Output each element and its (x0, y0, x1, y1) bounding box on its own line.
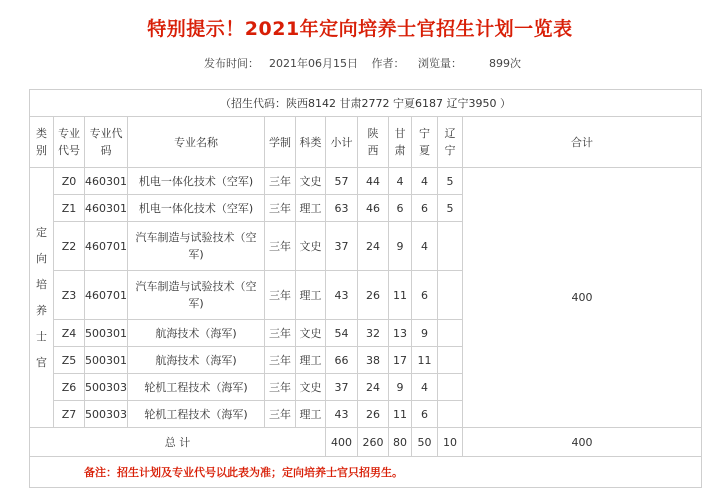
cell-code: 500301 (85, 320, 128, 347)
cell-shaanxi: 38 (358, 347, 389, 374)
cell-duration: 三年 (265, 222, 296, 271)
cell-ningxia: 6 (412, 271, 438, 320)
cell-subject: 理工 (296, 271, 326, 320)
cell-shaanxi: 44 (358, 168, 389, 195)
cell-subject: 文史 (296, 320, 326, 347)
cell-duration: 三年 (265, 168, 296, 195)
cell-code: 460301 (85, 168, 128, 195)
cell-subtotal: 37 (326, 222, 358, 271)
published-label: 发布时间： (204, 57, 259, 70)
enrollment-codes: （招生代码：陕西8142 甘肃2772 宁夏6187 辽宁3950 ） (30, 90, 702, 117)
table-note: 备注：招生计划及专业代号以此表为准；定向培养士官只招男生。 (30, 457, 702, 488)
cell-gansu: 11 (389, 271, 412, 320)
header-major-code: 专业代码 (85, 117, 128, 168)
cell-duration: 三年 (265, 271, 296, 320)
cell-code: 500301 (85, 347, 128, 374)
cell-liaoning (438, 401, 463, 428)
cell-liaoning: 5 (438, 168, 463, 195)
cell-subject: 理工 (296, 195, 326, 222)
cell-duration: 三年 (265, 347, 296, 374)
cell-no: Z4 (54, 320, 85, 347)
total-grand: 400 (463, 428, 702, 457)
published-date: 2021年06月15日 (269, 57, 358, 70)
cell-shaanxi: 26 (358, 401, 389, 428)
cell-subtotal: 66 (326, 347, 358, 374)
cell-ningxia: 11 (412, 347, 438, 374)
cell-liaoning (438, 271, 463, 320)
cell-gansu: 17 (389, 347, 412, 374)
header-total: 合计 (463, 117, 702, 168)
total-subtotal: 400 (326, 428, 358, 457)
cell-gansu: 9 (389, 374, 412, 401)
cell-no: Z1 (54, 195, 85, 222)
cell-duration: 三年 (265, 374, 296, 401)
cell-gansu: 13 (389, 320, 412, 347)
enrollment-codes-row (30, 90, 702, 117)
cell-ningxia: 6 (412, 195, 438, 222)
cell-duration: 三年 (265, 401, 296, 428)
cell-shaanxi: 46 (358, 195, 389, 222)
cell-liaoning (438, 222, 463, 271)
total-row (30, 428, 702, 457)
header-major-name: 专业名称 (128, 117, 265, 168)
cell-code: 460701 (85, 271, 128, 320)
cell-no: Z2 (54, 222, 85, 271)
cell-major-name: 机电一体化技术（空军) (128, 168, 265, 195)
views-count: 899次 (489, 57, 521, 70)
header-category: 类别 (30, 117, 54, 168)
grand-total-cell: 400 (463, 168, 702, 428)
cell-major-name: 机电一体化技术（空军) (128, 195, 265, 222)
cell-code: 500303 (85, 401, 128, 428)
header-duration: 学制 (265, 117, 296, 168)
note-row (30, 457, 702, 488)
cell-gansu: 9 (389, 222, 412, 271)
header-gansu: 甘肃 (389, 117, 412, 168)
cell-major-name: 轮机工程技术（海军) (128, 401, 265, 428)
total-gansu: 80 (389, 428, 412, 457)
table-row (30, 168, 702, 195)
total-liaoning: 10 (438, 428, 463, 457)
total-label: 总 计 (30, 428, 326, 457)
table-header-row (30, 117, 702, 168)
cell-ningxia: 4 (412, 374, 438, 401)
cell-code: 460301 (85, 195, 128, 222)
category-cell: 定向培养士官 (30, 168, 54, 428)
cell-no: Z6 (54, 374, 85, 401)
cell-liaoning (438, 347, 463, 374)
header-liaoning: 辽宁 (438, 117, 463, 168)
cell-subject: 文史 (296, 222, 326, 271)
cell-ningxia: 4 (412, 222, 438, 271)
header-major-code-no: 专业代号 (54, 117, 85, 168)
cell-liaoning (438, 374, 463, 401)
header-subtotal: 小计 (326, 117, 358, 168)
cell-code: 460701 (85, 222, 128, 271)
cell-gansu: 6 (389, 195, 412, 222)
article-title: 特别提示！2021年定向培养士官招生计划一览表 (147, 18, 573, 40)
header-shaanxi: 陕西 (358, 117, 389, 168)
cell-major-name: 汽车制造与试验技术（空军) (128, 222, 265, 271)
cell-shaanxi: 24 (358, 374, 389, 401)
cell-subtotal: 43 (326, 271, 358, 320)
views-label: 浏览量： (418, 57, 462, 70)
cell-no: Z7 (54, 401, 85, 428)
cell-shaanxi: 24 (358, 222, 389, 271)
cell-major-name: 航海技术（海军) (128, 320, 265, 347)
cell-no: Z5 (54, 347, 85, 374)
cell-subtotal: 37 (326, 374, 358, 401)
header-subject: 科类 (296, 117, 326, 168)
cell-code: 500303 (85, 374, 128, 401)
header-ningxia: 宁夏 (412, 117, 438, 168)
author-label: 作者： (371, 57, 405, 70)
cell-duration: 三年 (265, 320, 296, 347)
cell-gansu: 4 (389, 168, 412, 195)
cell-gansu: 11 (389, 401, 412, 428)
article-meta (0, 55, 720, 71)
cell-liaoning (438, 320, 463, 347)
cell-shaanxi: 26 (358, 271, 389, 320)
cell-subtotal: 63 (326, 195, 358, 222)
cell-duration: 三年 (265, 195, 296, 222)
cell-major-name: 轮机工程技术（海军) (128, 374, 265, 401)
cell-no: Z3 (54, 271, 85, 320)
cell-subtotal: 43 (326, 401, 358, 428)
cell-subject: 文史 (296, 374, 326, 401)
cell-major-name: 航海技术（海军) (128, 347, 265, 374)
cell-shaanxi: 32 (358, 320, 389, 347)
cell-subject: 理工 (296, 401, 326, 428)
cell-subject: 理工 (296, 347, 326, 374)
cell-ningxia: 9 (412, 320, 438, 347)
cell-ningxia: 4 (412, 168, 438, 195)
enrollment-plan-table (29, 89, 702, 488)
cell-major-name: 汽车制造与试验技术（空军) (128, 271, 265, 320)
cell-liaoning: 5 (438, 195, 463, 222)
cell-ningxia: 6 (412, 401, 438, 428)
total-ningxia: 50 (412, 428, 438, 457)
cell-subject: 文史 (296, 168, 326, 195)
total-shaanxi: 260 (358, 428, 389, 457)
cell-subtotal: 57 (326, 168, 358, 195)
cell-no: Z0 (54, 168, 85, 195)
cell-subtotal: 54 (326, 320, 358, 347)
